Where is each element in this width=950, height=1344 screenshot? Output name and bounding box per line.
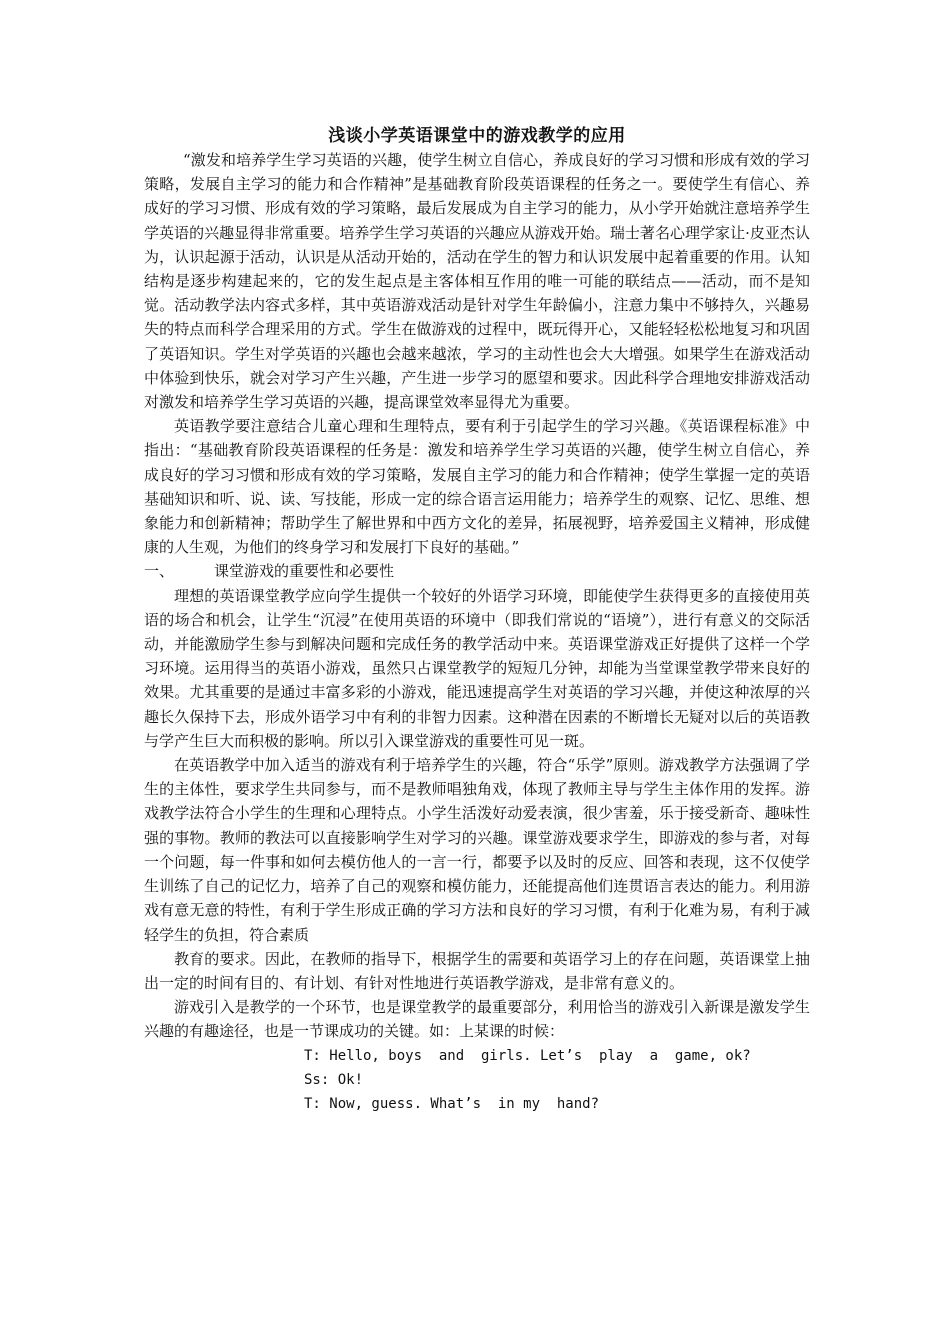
paragraph-requirement: 教育的要求。因此，在教师的指导下，根据学生的需要和英语学习上的存在问题，英语课堂上抽出一定的时间有目的、有计划、有针对性地进行英语教学游戏，是非常有意义的。 [144,949,810,992]
paragraph-environment: 理想的英语课堂教学应向学生提供一个较好的外语学习环境，即能使学生获得更多的直接使用英语的场合和机会，让学生“沉浸”在使用英语的环境中（即我们常说的“语境”），进行有意义的交际活动，并能激励学生参与到解决问题和完成任务的教学活动中来。英语课堂游戏正好提供了这样一个学习环境。运用得当的英语小游戏，虽然只占课堂教学的短短几分钟，却能为当堂课堂教学带来良好的效果。尤其重要的是通过丰富多彩的小游戏，能迅速提高学生对英语的学习兴趣，并使这种浓厚的兴趣长久保持下去，形成外语学习中有利的非智力因素。这种潜在因素的不断增长无疑对以后的英语教与学产生巨大而积极的影响。所以引入课堂游戏的重要性可见一斑。 [144,586,810,750]
paragraph-curriculum: 英语教学要注意结合儿童心理和生理特点，要有利于引起学生的学习兴趣。《英语课程标准》中指出：“基础教育阶段英语课程的任务是：激发和培养学生学习英语的兴趣，使学生树立自信心，养成良好的学习习惯和形成有效的学习策略，发展自主学习的能力和合作精神；使学生掌握一定的英语基础知识和听、说、读、写技能，形成一定的综合语言运用能力；培养学生的观察、记忆、思维、想象能力和创新精神；帮助学生了解世界和中西方文化的差异，拓展视野，培养爱国主义精神，形成健康的人生观，为他们的终身学习和发展打下良好的基础。” [144,417,810,557]
dialogue-line: T: Hello, boys and girls. Let’s play a game, ok? [304,1047,751,1064]
document-page [144,124,810,1116]
paragraph-game-intro: 游戏引入是教学的一个环节，也是课堂教学的最重要部分，利用恰当的游戏引入新课是激发学生兴趣的有趣途径，也是一节课成功的关键。如：上某课的时候： [144,998,810,1041]
document-title: 浅谈小学英语课堂中的游戏教学的应用 [328,126,626,146]
paragraph-interest: 在英语教学中加入适当的游戏有利于培养学生的兴趣，符合“乐学”原则。游戏教学方法强调了学生的主体性，要求学生共同参与，而不是教师唱独角戏，体现了教师主导与学生主体作用的发挥。游戏教学法符合小学生的生理和心理特点。小学生活泼好动爱表演，很少害羞，乐于接受新奇、趣味性强的事物。教师的教法可以直接影响学生对学习的兴趣。课堂游戏要求学生，即游戏的参与者，对每一个问题，每一件事和如何去模仿他人的一言一行，都要予以及时的反应、回答和表现，这不仅使学生训练了自己的记忆力，培养了自己的观察和模仿能力，还能提高他们连贯语言表达的能力。利用游戏有意无意的特性，有利于学生形成正确的学习方法和良好的学习习惯，有利于化难为易，有利于减轻学生的负担，符合素质 [144,756,810,944]
section-heading [144,559,810,583]
dialogue-line: T: Now, guess. What’s in my hand? [304,1095,600,1112]
section-title: 课堂游戏的重要性和必要性 [214,562,395,581]
paragraph-intro: “激发和培养学生学习英语的兴趣，使学生树立自信心，养成良好的学习习惯和形成有效的学习策略，发展自主学习的能力和合作精神”是基础教育阶段英语课程的任务之一。要使学生有信心、养成好的学习习惯、形成有效的学习策略，最后发展成为自主学习的能力，从小学开始就注意培养学生学英语的兴趣显得非常重要。培养学生学习英语的兴趣应从游戏开始。瑞士著名心理学家让·皮亚杰认为，认识起源于活动，认识是从活动开始的，活动在学生的智力和认识发展中起着重要的作用。认知结构是逐步构建起来的，它的发生起点是主客体相互作用的唯一可能的联结点——活动，而不是知觉。活动教学法内容式多样，其中英语游戏活动是针对学生年龄偏小，注意力集中不够持久，兴趣易失的特点而科学合理采用的方式。学生在做游戏的过程中，既玩得开心，又能轻轻松松地复习和巩固了英语知识。学生对学英语的兴趣也会越来越浓，学习的主动性也会大大增强。如果学生在游戏活动中体验到快乐，就会对学习产生兴趣，产生进一步学习的愿望和要求。因此科学合理地安排游戏活动对激发和培养学生学习英语的兴趣，提高课堂效率显得尤为重要。 [144,151,810,412]
dialogue-line: Ss: Ok! [304,1071,364,1088]
section-number: 一、 [144,562,175,581]
